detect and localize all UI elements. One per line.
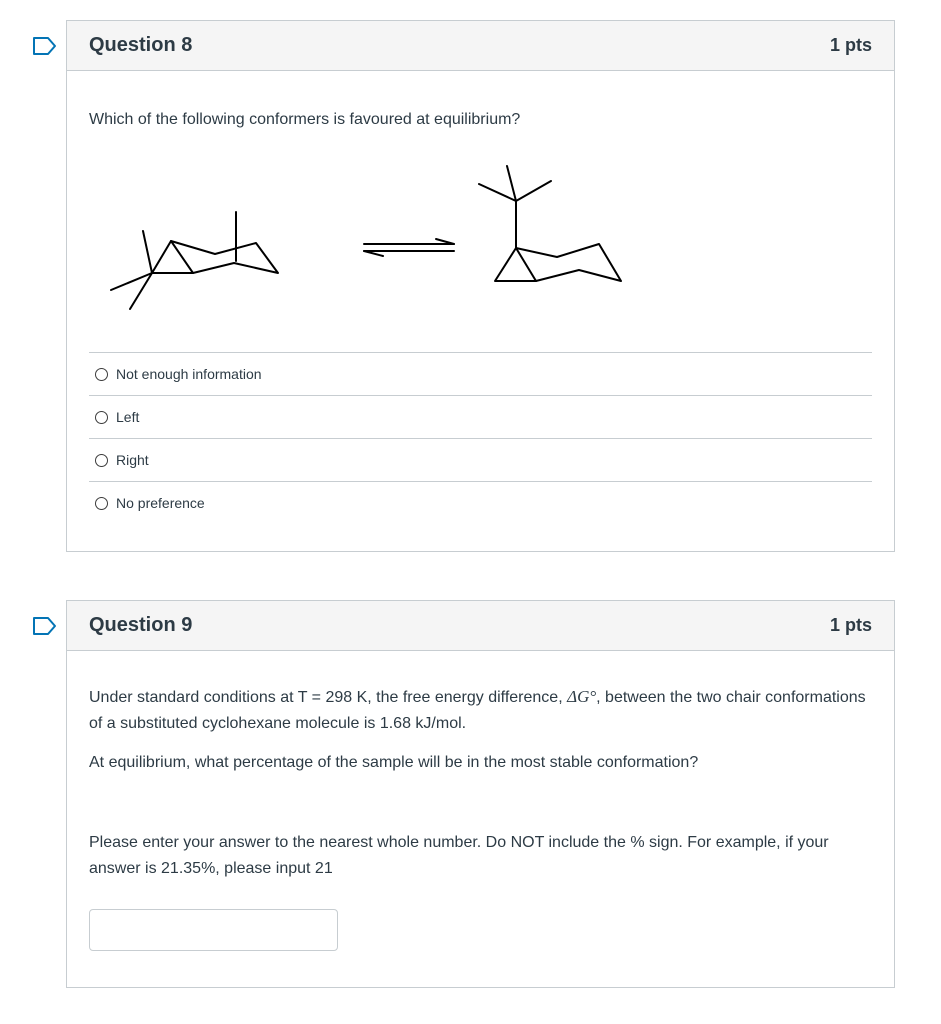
answer-label: Right	[116, 452, 149, 468]
radio-unchecked-icon[interactable]	[95, 454, 108, 467]
radio-unchecked-icon[interactable]	[95, 497, 108, 510]
question-prompt: Which of the following conformers is favoured at equilibrium?	[89, 111, 521, 128]
question-prompt-start: Under standard conditions at T = 298 K, the free energy difference,	[89, 689, 563, 706]
answer-option-no-preference[interactable]	[89, 481, 872, 524]
question-title: Question 8	[89, 34, 193, 56]
question-9	[66, 600, 895, 988]
answer-label: Left	[116, 409, 140, 425]
answer-option-not-enough-information[interactable]	[89, 352, 872, 395]
flag-question-icon[interactable]	[33, 37, 57, 55]
answer-list	[89, 352, 872, 524]
flag-question-icon[interactable]	[33, 617, 57, 635]
radio-unchecked-icon[interactable]	[95, 368, 108, 381]
delta-g-symbol: ΔG°	[567, 687, 597, 706]
answer-label: Not enough information	[116, 366, 262, 382]
answer-input[interactable]	[89, 909, 338, 951]
question-body	[67, 651, 894, 951]
question-instruction: Please enter your answer to the nearest whole number. Do NOT include the % sign. For example, if your answer is 21.35%, please input 21	[89, 834, 829, 877]
question-8	[66, 20, 895, 552]
question-title: Question 9	[89, 614, 193, 636]
question-prompt-end: , between the two chair conformations of a substituted cyclohexane molecule is 1.68 kJ/mol.	[89, 689, 866, 732]
answer-option-left[interactable]	[89, 395, 872, 438]
question-body	[67, 71, 894, 524]
radio-unchecked-icon[interactable]	[95, 411, 108, 424]
conformer-equilibrium-diagram	[89, 164, 649, 324]
left-conformer	[111, 212, 278, 309]
question-prompt	[89, 651, 872, 737]
question-header	[67, 601, 894, 651]
answer-option-right[interactable]	[89, 438, 872, 481]
answer-label: No preference	[116, 495, 205, 511]
question-points: 1 pts	[829, 35, 872, 55]
question-points: 1 pts	[829, 615, 872, 635]
question-prompt-2: At equilibrium, what percentage of the sample will be in the most stable conformation?	[89, 754, 699, 771]
right-conformer	[479, 166, 621, 281]
equilibrium-arrows-icon	[364, 239, 454, 256]
question-header	[67, 21, 894, 71]
